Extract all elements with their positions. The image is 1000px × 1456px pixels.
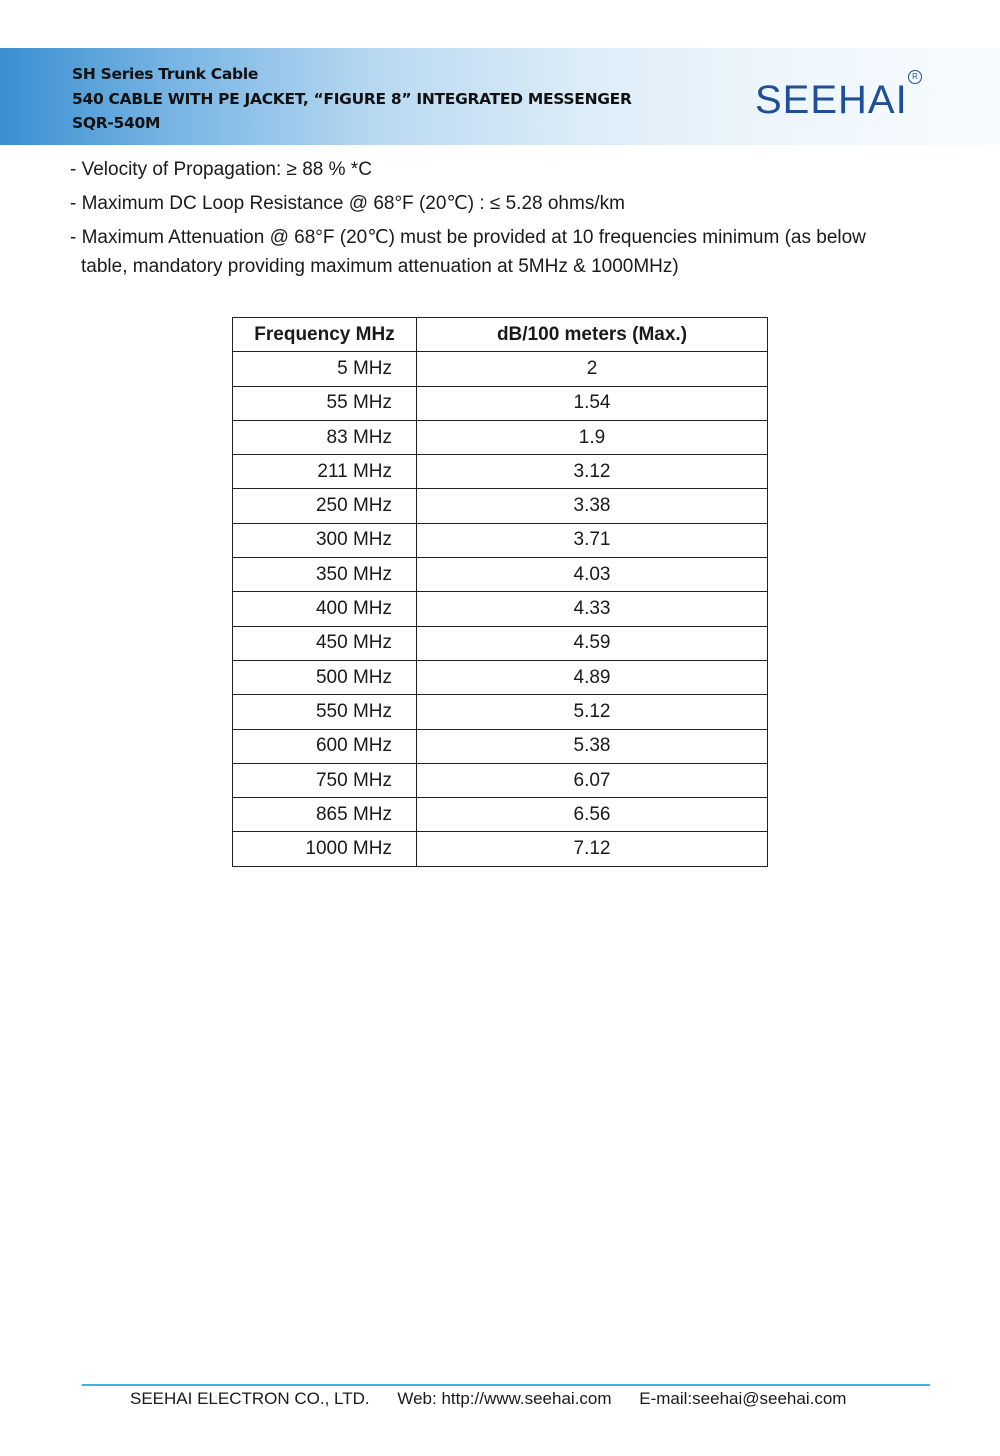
table-row — [233, 455, 768, 489]
frequency-cell: 250 MHz — [233, 489, 417, 523]
document-header — [72, 62, 632, 136]
frequency-cell: 450 MHz — [233, 626, 417, 660]
frequency-cell: 350 MHz — [233, 558, 417, 592]
frequency-cell: 550 MHz — [233, 695, 417, 729]
spec-dc-resistance: - Maximum DC Loop Resistance @ 68°F (20℃) : ≤ 5.28 ohms/km — [70, 193, 625, 214]
attenuation-cell: 1.9 — [417, 420, 768, 454]
header-attenuation: dB/100 meters (Max.) — [417, 318, 768, 352]
table-row — [233, 558, 768, 592]
table-row — [233, 763, 768, 797]
attenuation-cell: 3.12 — [417, 455, 768, 489]
table-row — [233, 695, 768, 729]
spec-attenuation — [70, 223, 932, 281]
table-row — [233, 592, 768, 626]
spec-attenuation-line2: table, mandatory providing maximum attenuation at 5MHz & 1000MHz) — [81, 256, 679, 277]
table-row — [233, 660, 768, 694]
footer-company: SEEHAI ELECTRON CO., LTD. — [130, 1389, 370, 1408]
attenuation-cell: 7.12 — [417, 832, 768, 866]
model-number: SQR-540M — [72, 114, 161, 132]
frequency-cell: 500 MHz — [233, 660, 417, 694]
attenuation-cell: 6.56 — [417, 798, 768, 832]
attenuation-cell: 4.33 — [417, 592, 768, 626]
frequency-cell: 600 MHz — [233, 729, 417, 763]
table-row — [233, 420, 768, 454]
attenuation-cell: 1.54 — [417, 386, 768, 420]
footer-email: E-mail:seehai@seehai.com — [639, 1389, 847, 1408]
attenuation-cell: 5.38 — [417, 729, 768, 763]
attenuation-cell: 4.89 — [417, 660, 768, 694]
table-header-row — [233, 318, 768, 352]
table-row — [233, 626, 768, 660]
table-row — [233, 352, 768, 386]
attenuation-cell: 4.03 — [417, 558, 768, 592]
attenuation-cell: 4.59 — [417, 626, 768, 660]
series-title: SH Series Trunk Cable — [72, 65, 259, 83]
table-row — [233, 798, 768, 832]
attenuation-cell: 2 — [417, 352, 768, 386]
table-row — [233, 729, 768, 763]
attenuation-cell: 3.38 — [417, 489, 768, 523]
frequency-cell: 211 MHz — [233, 455, 417, 489]
seehai-logo: SEEHAI — [755, 78, 908, 122]
table-row — [233, 523, 768, 557]
header-frequency: Frequency MHz — [233, 318, 417, 352]
attenuation-cell: 5.12 — [417, 695, 768, 729]
frequency-cell: 83 MHz — [233, 420, 417, 454]
registered-mark-icon: R — [908, 70, 922, 84]
frequency-cell: 5 MHz — [233, 352, 417, 386]
frequency-cell: 400 MHz — [233, 592, 417, 626]
attenuation-cell: 6.07 — [417, 763, 768, 797]
cable-description: 540 CABLE WITH PE JACKET, “FIGURE 8” INTEGRATED MESSENGER — [72, 89, 632, 108]
frequency-cell: 865 MHz — [233, 798, 417, 832]
attenuation-cell: 3.71 — [417, 523, 768, 557]
spec-attenuation-line1: - Maximum Attenuation @ 68°F (20℃) must be provided at 10 frequencies minimum (as below — [70, 227, 866, 248]
table-row — [233, 386, 768, 420]
frequency-cell: 300 MHz — [233, 523, 417, 557]
frequency-cell: 1000 MHz — [233, 832, 417, 866]
table-row — [233, 832, 768, 866]
footer-web: Web: http://www.seehai.com — [397, 1389, 612, 1408]
frequency-cell: 750 MHz — [233, 763, 417, 797]
attenuation-table — [232, 317, 768, 867]
footer-divider — [82, 1384, 930, 1386]
frequency-cell: 55 MHz — [233, 386, 417, 420]
page-footer — [130, 1387, 869, 1411]
spec-velocity: - Velocity of Propagation: ≥ 88 % *C — [70, 159, 372, 180]
table-row — [233, 489, 768, 523]
spec-list — [70, 155, 932, 286]
